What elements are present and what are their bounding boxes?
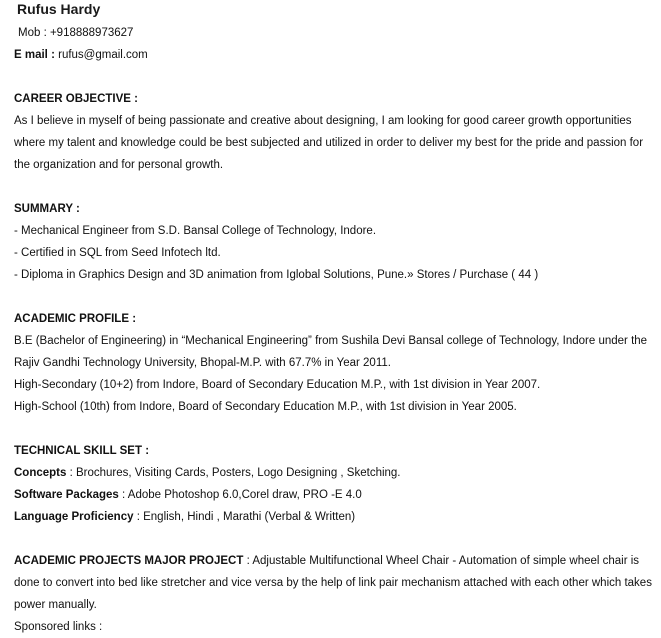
mobile-value: +918888973627: [49, 27, 134, 39]
mobile-line: [18, 22, 653, 44]
career-objective-text: As I believe in myself of being passionate and creative about designing, I am looking for good career growth opportunities where my talent and knowledge could be best subjected and utilized in order to deliver my best for the pride and passion for the organization and for personal growth.: [14, 115, 644, 171]
academic-profile-heading: ACADEMIC PROFILE :: [14, 313, 137, 325]
summary-heading: SUMMARY :: [14, 203, 80, 215]
skill-language-value: : English, Hindi , Marathi (Verbal & Written): [133, 511, 356, 523]
candidate-name: Rufus Hardy: [17, 1, 101, 17]
summary-item: - Certified in SQL from Seed Infotech ltd.: [14, 247, 221, 259]
academic-hsc: High-Secondary (10+2) from Indore, Board of Secondary Education M.P., with 1st division in Year 2007.: [14, 379, 541, 391]
academic-be: B.E (Bachelor of Engineering) in “Mechanical Engineering” from Sushila Devi Bansal college of Technology, Indore under the Rajiv Gandhi Technology University, Bhopal-M.P. with 67.7% in Year 2011.: [14, 335, 648, 369]
skill-software: [14, 484, 653, 506]
summary-item: - Mechanical Engineer from S.D. Bansal College of Technology, Indore.: [14, 225, 377, 237]
academic-ssc: High-School (10th) from Indore, Board of Secondary Education M.P., with 1st division in Year 2005.: [14, 401, 517, 413]
skill-software-label: Software Packages: [14, 489, 119, 501]
sponsored-links-label: Sponsored links :: [14, 621, 103, 633]
career-objective-heading: CAREER OBJECTIVE :: [14, 93, 138, 105]
academic-projects-heading: ACADEMIC PROJECTS MAJOR PROJECT: [14, 555, 244, 567]
email-line: [14, 44, 653, 66]
technical-skills-heading: TECHNICAL SKILL SET :: [14, 445, 150, 457]
academic-projects-text: : Adjustable Multifunctional Wheel Chair - Automation of simple wheel chair is done to convert into bed like stretcher and vice versa by the help of link pair mechanism attached with each other which takes power manually.: [14, 555, 652, 611]
academic-projects: [14, 550, 654, 616]
email-value: rufus@gmail.com: [58, 49, 148, 61]
skill-concepts-label: Concepts: [14, 467, 67, 479]
skill-software-value: : Adobe Photoshop 6.0,Corel draw, PRO -E 4.0: [118, 489, 362, 501]
mobile-label: Mob :: [18, 27, 47, 39]
skill-concepts-value: : Brochures, Visiting Cards, Posters, Logo Designing , Sketching.: [66, 467, 401, 479]
summary-item: - Diploma in Graphics Design and 3D animation from Iglobal Solutions, Pune.» Stores / Purchase ( 44 ): [14, 269, 539, 281]
skill-concepts: [14, 462, 653, 484]
skill-language-label: Language Proficiency: [14, 511, 134, 523]
skill-language: [14, 506, 653, 528]
email-label: E mail :: [14, 49, 55, 61]
